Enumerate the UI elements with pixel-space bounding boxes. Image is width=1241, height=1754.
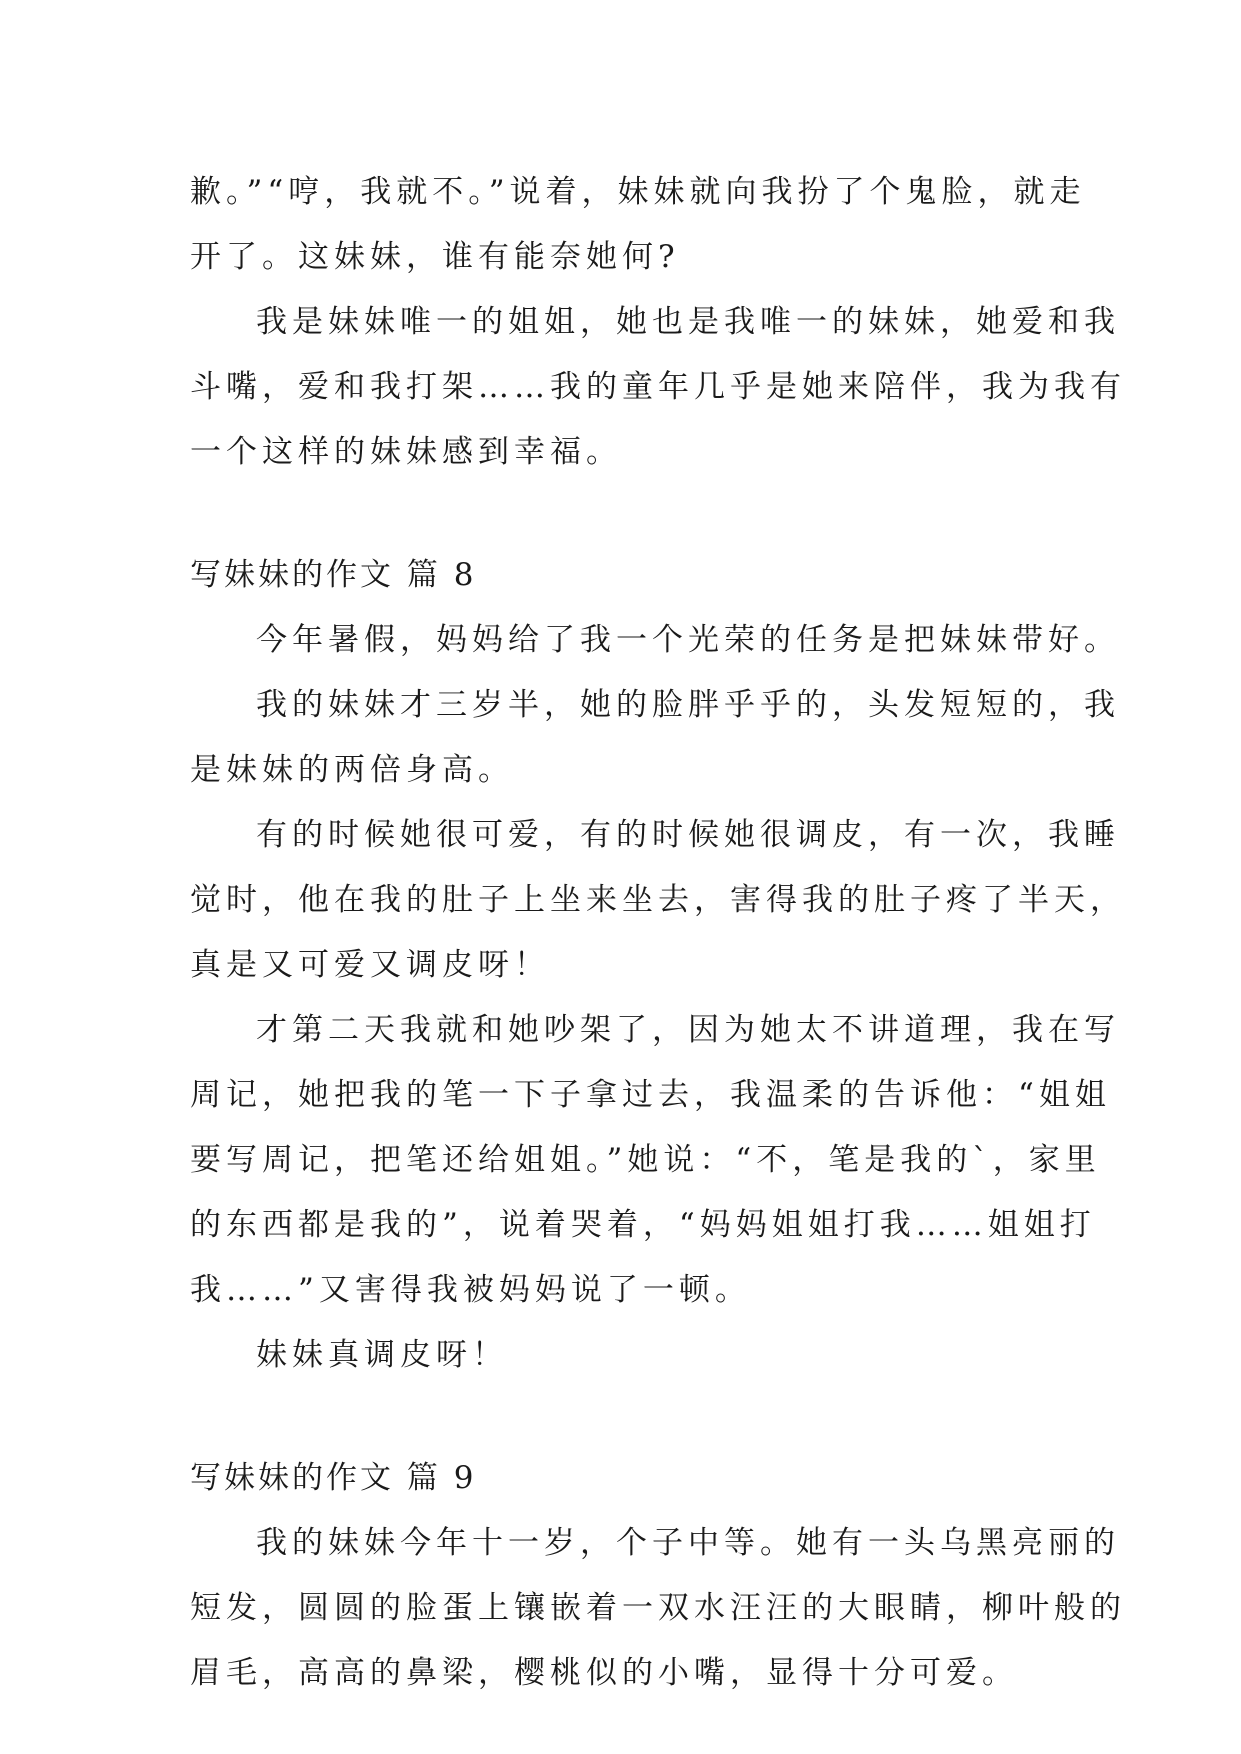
section-heading: 写妹妹的作文 篇 8 [190,557,477,593]
text-line: 要写周记，把笔还给姐姐。”她说：“不，笔是我的`，家里 [190,1142,1101,1178]
text-line: 真是又可爱又调皮呀！ [190,947,550,983]
text-line: 歉。”“哼，我就不。”说着，妹妹就向我扮了个鬼脸，就走 [190,174,1086,210]
text-line: 周记，她把我的笔一下子拿过去，我温柔的告诉他：“姐姐 [190,1077,1111,1113]
text-line: 开了。这妹妹，谁有能奈她何? [190,239,680,275]
section-spacer [190,485,1070,543]
document-body [190,160,1126,1706]
text-line: 妹妹真调皮呀！ [256,1337,508,1373]
text-line: 短发，圆圆的脸蛋上镶嵌着一双水汪汪的大眼睛，柳叶般的 [190,1590,1126,1626]
continued-paragraphs [190,160,1126,485]
section-8 [190,543,1126,1388]
text-line: 今年暑假，妈妈给了我一个光荣的任务是把妹妹带好。 [256,622,1120,658]
section-heading: 写妹妹的作文 篇 9 [190,1460,477,1496]
text-line: 有的时候她很可爱，有的时候她很调皮，有一次，我睡 [256,817,1120,853]
text-line: 是妹妹的两倍身高。 [190,752,514,788]
text-line: 我……”又害得我被妈妈说了一顿。 [190,1272,751,1308]
text-line: 一个这样的妹妹感到幸福。 [190,434,622,470]
text-line: 才第二天我就和她吵架了，因为她太不讲道理，我在写 [256,1012,1120,1048]
text-line: 的东西都是我的”，说着哭着，“妈妈姐姐打我……姐姐打 [190,1207,1096,1243]
text-line: 我的妹妹今年十一岁，个子中等。她有一头乌黑亮丽的 [256,1525,1120,1561]
text-line: 我是妹妹唯一的姐姐，她也是我唯一的妹妹，她爱和我 [256,304,1120,340]
text-line: 我的妹妹才三岁半，她的脸胖乎乎的，头发短短的，我 [256,687,1120,723]
text-line: 斗嘴，爱和我打架……我的童年几乎是她来陪伴，我为我有 [190,369,1126,405]
section-spacer [190,1388,1070,1446]
text-line: 觉时，他在我的肚子上坐来坐去，害得我的肚子疼了半天， [190,882,1126,918]
text-line: 眉毛，高高的鼻梁，樱桃似的小嘴，显得十分可爱。 [190,1655,1018,1691]
section-9 [190,1446,1126,1706]
